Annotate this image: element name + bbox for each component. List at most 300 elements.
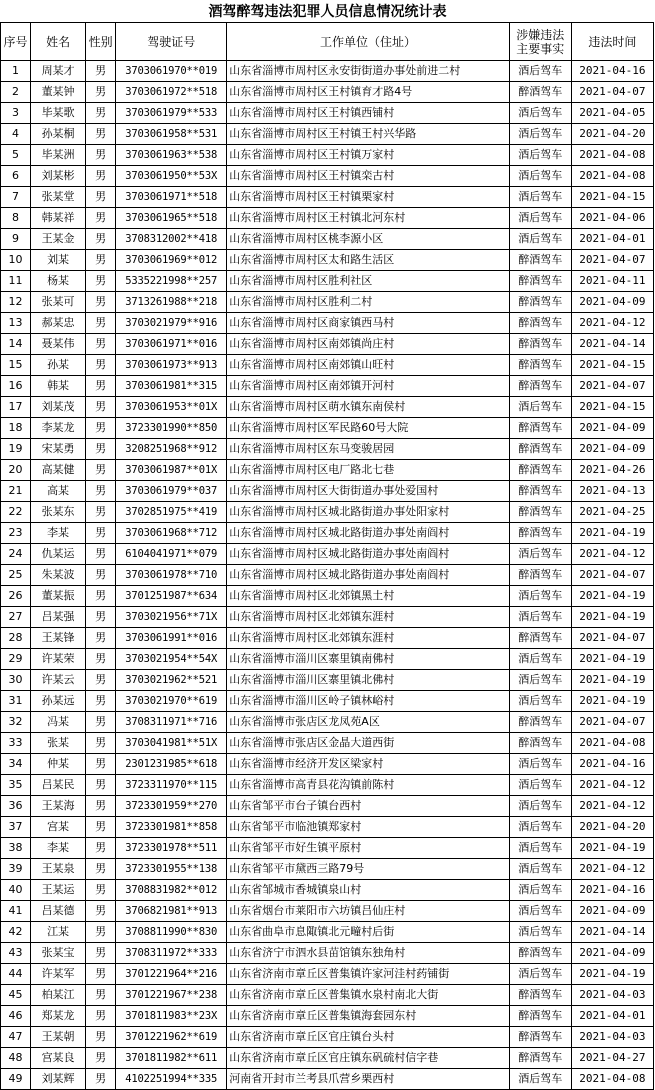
cell-fact: 醉酒驾车: [509, 733, 571, 754]
cell-fact: 醉酒驾车: [509, 481, 571, 502]
cell-no: 24: [1, 544, 31, 565]
cell-license: 3708311972**333: [116, 943, 227, 964]
cell-sex: 男: [86, 565, 116, 586]
cell-unit: 山东省邹平市临池镇郑家村: [227, 817, 509, 838]
cell-unit: 山东省淄博市淄川区岭子镇林峪村: [227, 691, 509, 712]
header-fact: [509, 23, 571, 61]
cell-fact: 醉酒驾车: [509, 502, 571, 523]
cell-sex: 男: [86, 418, 116, 439]
cell-unit: 山东省淄博市周村区电厂路北七巷: [227, 460, 509, 481]
cell-name: 聂某伟: [31, 334, 86, 355]
header-name: 姓名: [31, 23, 86, 61]
cell-name: 张某宝: [31, 943, 86, 964]
cell-unit: 山东省淄博市周村区胜利社区: [227, 271, 509, 292]
cell-no: 20: [1, 460, 31, 481]
table-row: [1, 397, 654, 418]
table-row: [1, 796, 654, 817]
table-row: [1, 754, 654, 775]
cell-name: 刘某: [31, 250, 86, 271]
cell-name: 张某可: [31, 292, 86, 313]
cell-sex: 男: [86, 985, 116, 1006]
cell-unit: 山东省淄博市周村区城北路街道办事处南阎村: [227, 565, 509, 586]
cell-date: 2021-04-15: [571, 355, 653, 376]
cell-date: 2021-04-12: [571, 859, 653, 880]
header-sex: 性别: [86, 23, 116, 61]
cell-date: 2021-04-16: [571, 754, 653, 775]
cell-sex: 男: [86, 334, 116, 355]
cell-no: 3: [1, 103, 31, 124]
table-row: [1, 586, 654, 607]
cell-license: 3703021954**54X: [116, 649, 227, 670]
cell-no: 9: [1, 229, 31, 250]
cell-fact: 酒后驾车: [509, 775, 571, 796]
table-row: [1, 859, 654, 880]
cell-unit: 山东省邹平市黛西三路79号: [227, 859, 509, 880]
cell-no: 12: [1, 292, 31, 313]
cell-license: 3703061978**710: [116, 565, 227, 586]
cell-license: 3703041981**51X: [116, 733, 227, 754]
cell-sex: 男: [86, 313, 116, 334]
cell-name: 许某荣: [31, 649, 86, 670]
cell-name: 李某龙: [31, 418, 86, 439]
cell-name: 刘某彬: [31, 166, 86, 187]
cell-fact: 酒后驾车: [509, 103, 571, 124]
cell-no: 45: [1, 985, 31, 1006]
cell-no: 19: [1, 439, 31, 460]
cell-fact: 酒后驾车: [509, 964, 571, 985]
cell-name: 冯某: [31, 712, 86, 733]
cell-sex: 男: [86, 397, 116, 418]
cell-sex: 男: [86, 376, 116, 397]
cell-unit: 山东省淄博市周村区城北路街道办事处南阎村: [227, 544, 509, 565]
cell-name: 韩某祥: [31, 208, 86, 229]
cell-unit: 山东省淄博市周村区王村镇王村兴华路: [227, 124, 509, 145]
cell-fact: 醉酒驾车: [509, 271, 571, 292]
cell-no: 29: [1, 649, 31, 670]
cell-no: 36: [1, 796, 31, 817]
cell-license: 2301231985**618: [116, 754, 227, 775]
cell-name: 宫某良: [31, 1048, 86, 1069]
table-row: [1, 964, 654, 985]
cell-no: 42: [1, 922, 31, 943]
cell-unit: 山东省济南市章丘区普集镇许家河洼村药铺街: [227, 964, 509, 985]
cell-license: 3703061969**012: [116, 250, 227, 271]
table-row: [1, 355, 654, 376]
cell-name: 王某海: [31, 796, 86, 817]
cell-fact: 酒后驾车: [509, 754, 571, 775]
cell-fact: 醉酒驾车: [509, 292, 571, 313]
cell-license: 3723301959**270: [116, 796, 227, 817]
table-row: [1, 103, 654, 124]
cell-license: 3701811983**23X: [116, 1006, 227, 1027]
cell-license: 3701221964**216: [116, 964, 227, 985]
cell-name: 仲某: [31, 754, 86, 775]
table-row: [1, 607, 654, 628]
header-no: 序号: [1, 23, 31, 61]
cell-no: 2: [1, 82, 31, 103]
cell-name: 柏某江: [31, 985, 86, 1006]
cell-sex: 男: [86, 544, 116, 565]
cell-date: 2021-04-19: [571, 964, 653, 985]
cell-fact: 酒后驾车: [509, 187, 571, 208]
cell-name: 韩某: [31, 376, 86, 397]
cell-fact: 醉酒驾车: [509, 1006, 571, 1027]
cell-date: 2021-04-07: [571, 712, 653, 733]
cell-fact: 酒后驾车: [509, 124, 571, 145]
cell-no: 17: [1, 397, 31, 418]
cell-date: 2021-04-01: [571, 1006, 653, 1027]
cell-sex: 男: [86, 1069, 116, 1090]
cell-date: 2021-04-07: [571, 82, 653, 103]
cell-license: 3703061971**518: [116, 187, 227, 208]
cell-license: 3703061979**037: [116, 481, 227, 502]
cell-name: 张某东: [31, 502, 86, 523]
cell-unit: 河南省开封市兰考县爪营乡栗西村: [227, 1069, 509, 1090]
cell-date: 2021-04-08: [571, 166, 653, 187]
cell-sex: 男: [86, 271, 116, 292]
cell-unit: 山东省淄博市周村区东马变骏居园: [227, 439, 509, 460]
cell-sex: 男: [86, 607, 116, 628]
table-row: [1, 502, 654, 523]
table-row: [1, 691, 654, 712]
cell-unit: 山东省淄博市张店区龙凤苑A区: [227, 712, 509, 733]
cell-no: 23: [1, 523, 31, 544]
cell-sex: 男: [86, 124, 116, 145]
cell-unit: 山东省淄博市周村区军民路60号大院: [227, 418, 509, 439]
table-row: [1, 733, 654, 754]
cell-license: 3703061950**53X: [116, 166, 227, 187]
cell-sex: 男: [86, 166, 116, 187]
cell-unit: 山东省淄博市周村区桃李源小区: [227, 229, 509, 250]
cell-unit: 山东省淄博市周村区王村镇育才路4号: [227, 82, 509, 103]
cell-name: 孙某: [31, 355, 86, 376]
cell-no: 43: [1, 943, 31, 964]
cell-no: 22: [1, 502, 31, 523]
cell-no: 7: [1, 187, 31, 208]
cell-unit: 山东省济南市章丘区普集镇水泉村南北大街: [227, 985, 509, 1006]
cell-unit: 山东省淄博市周村区萌水镇东南侯村: [227, 397, 509, 418]
cell-date: 2021-04-03: [571, 985, 653, 1006]
cell-fact: 酒后驾车: [509, 397, 571, 418]
cell-fact: 醉酒驾车: [509, 250, 571, 271]
table-row: [1, 922, 654, 943]
cell-name: 吕某民: [31, 775, 86, 796]
cell-name: 孙某远: [31, 691, 86, 712]
table-row: [1, 565, 654, 586]
cell-unit: 山东省淄博市淄川区寨里镇北佛村: [227, 670, 509, 691]
cell-no: 25: [1, 565, 31, 586]
cell-no: 11: [1, 271, 31, 292]
cell-license: 3723301990**850: [116, 418, 227, 439]
cell-sex: 男: [86, 838, 116, 859]
cell-date: 2021-04-11: [571, 271, 653, 292]
cell-license: 3723301981**858: [116, 817, 227, 838]
cell-name: 王某金: [31, 229, 86, 250]
cell-fact: 酒后驾车: [509, 208, 571, 229]
table-row: [1, 712, 654, 733]
cell-date: 2021-04-12: [571, 775, 653, 796]
cell-fact: 醉酒驾车: [509, 460, 571, 481]
cell-sex: 男: [86, 61, 116, 82]
cell-sex: 男: [86, 880, 116, 901]
cell-no: 5: [1, 145, 31, 166]
cell-no: 34: [1, 754, 31, 775]
cell-date: 2021-04-27: [571, 1048, 653, 1069]
cell-sex: 男: [86, 670, 116, 691]
cell-sex: 男: [86, 187, 116, 208]
cell-name: 吕某强: [31, 607, 86, 628]
cell-date: 2021-04-12: [571, 313, 653, 334]
cell-unit: 山东省淄博市周村区北郊镇东涯村: [227, 628, 509, 649]
cell-license: 3708311971**716: [116, 712, 227, 733]
cell-date: 2021-04-19: [571, 649, 653, 670]
cell-no: 13: [1, 313, 31, 334]
cell-fact: 酒后驾车: [509, 61, 571, 82]
cell-fact: 酒后驾车: [509, 901, 571, 922]
cell-fact: 酒后驾车: [509, 649, 571, 670]
cell-license: 3703061953**01X: [116, 397, 227, 418]
cell-fact: 醉酒驾车: [509, 943, 571, 964]
cell-sex: 男: [86, 208, 116, 229]
cell-sex: 男: [86, 586, 116, 607]
cell-date: 2021-04-15: [571, 187, 653, 208]
cell-no: 6: [1, 166, 31, 187]
cell-name: 毕某歌: [31, 103, 86, 124]
cell-no: 8: [1, 208, 31, 229]
cell-date: 2021-04-19: [571, 670, 653, 691]
header-date: 违法时间: [571, 23, 653, 61]
cell-name: 郑某龙: [31, 1006, 86, 1027]
cell-license: 3703021970**619: [116, 691, 227, 712]
cell-name: 杨某: [31, 271, 86, 292]
cell-license: 3703061973**913: [116, 355, 227, 376]
cell-unit: 山东省淄博市周村区王村镇西铺村: [227, 103, 509, 124]
cell-date: 2021-04-09: [571, 292, 653, 313]
cell-license: 3706821981**913: [116, 901, 227, 922]
cell-date: 2021-04-05: [571, 103, 653, 124]
cell-date: 2021-04-19: [571, 838, 653, 859]
cell-unit: 山东省淄博市周村区王村镇北河东村: [227, 208, 509, 229]
cell-no: 15: [1, 355, 31, 376]
cell-license: 3703021962**521: [116, 670, 227, 691]
cell-no: 14: [1, 334, 31, 355]
cell-fact: 酒后驾车: [509, 145, 571, 166]
cell-date: 2021-04-19: [571, 523, 653, 544]
cell-date: 2021-04-07: [571, 376, 653, 397]
cell-license: 3208251968**912: [116, 439, 227, 460]
table-row: [1, 649, 654, 670]
header-unit: 工作单位（住址）: [227, 23, 509, 61]
cell-name: 李某: [31, 838, 86, 859]
cell-no: 33: [1, 733, 31, 754]
cell-date: 2021-04-20: [571, 817, 653, 838]
cell-fact: 酒后驾车: [509, 796, 571, 817]
cell-no: 28: [1, 628, 31, 649]
header-fact-line1: 涉嫌违法: [516, 27, 565, 42]
cell-no: 27: [1, 607, 31, 628]
cell-no: 46: [1, 1006, 31, 1027]
cell-sex: 男: [86, 229, 116, 250]
cell-fact: 酒后驾车: [509, 880, 571, 901]
table-row: [1, 1006, 654, 1027]
cell-fact: 酒后驾车: [509, 691, 571, 712]
cell-name: 吕某德: [31, 901, 86, 922]
cell-unit: 山东省淄博市淄川区寨里镇南佛村: [227, 649, 509, 670]
cell-name: 江某: [31, 922, 86, 943]
cell-sex: 男: [86, 691, 116, 712]
cell-unit: 山东省淄博市周村区胜利二村: [227, 292, 509, 313]
table-row: [1, 271, 654, 292]
cell-name: 李某: [31, 523, 86, 544]
cell-sex: 男: [86, 82, 116, 103]
cell-unit: 山东省淄博市周村区城北路街道办事处南阎村: [227, 523, 509, 544]
cell-fact: 醉酒驾车: [509, 565, 571, 586]
cell-unit: 山东省邹城市香城镇泉山村: [227, 880, 509, 901]
cell-no: 30: [1, 670, 31, 691]
sheet-title: 酒驾醉驾违法犯罪人员信息情况统计表: [208, 4, 447, 20]
cell-unit: 山东省淄博市周村区南郊镇山旺村: [227, 355, 509, 376]
cell-sex: 男: [86, 502, 116, 523]
cell-no: 49: [1, 1069, 31, 1090]
cell-date: 2021-04-03: [571, 1027, 653, 1048]
cell-sex: 男: [86, 1006, 116, 1027]
cell-unit: 山东省淄博市周村区大街街道办事处爱国村: [227, 481, 509, 502]
cell-date: 2021-04-07: [571, 250, 653, 271]
table-row: [1, 670, 654, 691]
cell-license: 3703021979**916: [116, 313, 227, 334]
cell-sex: 男: [86, 1027, 116, 1048]
cell-fact: 醉酒驾车: [509, 628, 571, 649]
cell-no: 4: [1, 124, 31, 145]
header-row: [1, 23, 654, 61]
cell-unit: 山东省淄博市张店区金晶大道西街: [227, 733, 509, 754]
cell-no: 1: [1, 61, 31, 82]
cell-date: 2021-04-09: [571, 943, 653, 964]
cell-sex: 男: [86, 775, 116, 796]
cell-fact: 酒后驾车: [509, 586, 571, 607]
cell-name: 毕某洲: [31, 145, 86, 166]
cell-license: 3703061972**518: [116, 82, 227, 103]
cell-unit: 山东省曲阜市息陬镇北元疃村后街: [227, 922, 509, 943]
cell-no: 18: [1, 418, 31, 439]
cell-date: 2021-04-07: [571, 565, 653, 586]
cell-no: 41: [1, 901, 31, 922]
cell-license: 3703061987**01X: [116, 460, 227, 481]
table-row: [1, 187, 654, 208]
table-row: [1, 817, 654, 838]
table-row: [1, 628, 654, 649]
cell-sex: 男: [86, 1048, 116, 1069]
cell-fact: 酒后驾车: [509, 544, 571, 565]
cell-name: 董某振: [31, 586, 86, 607]
cell-sex: 男: [86, 901, 116, 922]
cell-date: 2021-04-08: [571, 145, 653, 166]
cell-date: 2021-04-09: [571, 418, 653, 439]
cell-fact: 酒后驾车: [509, 166, 571, 187]
cell-date: 2021-04-19: [571, 586, 653, 607]
table-row: [1, 1027, 654, 1048]
cell-unit: 山东省淄博市周村区太和路生活区: [227, 250, 509, 271]
cell-license: 3703061968**712: [116, 523, 227, 544]
table-row: [1, 481, 654, 502]
cell-license: 3703061965**518: [116, 208, 227, 229]
cell-fact: 醉酒驾车: [509, 82, 571, 103]
cell-license: 3723311970**115: [116, 775, 227, 796]
table-row: [1, 166, 654, 187]
cell-fact: 醉酒驾车: [509, 712, 571, 733]
cell-no: 10: [1, 250, 31, 271]
cell-license: 3713261988**218: [116, 292, 227, 313]
table-row: [1, 985, 654, 1006]
cell-license: 6104041971**079: [116, 544, 227, 565]
cell-name: 刘某茂: [31, 397, 86, 418]
cell-no: 16: [1, 376, 31, 397]
table-row: [1, 880, 654, 901]
table-row: [1, 313, 654, 334]
cell-fact: 酒后驾车: [509, 817, 571, 838]
cell-license: 3708312002**418: [116, 229, 227, 250]
cell-name: 张某: [31, 733, 86, 754]
cell-fact: 醉酒驾车: [509, 985, 571, 1006]
cell-unit: 山东省淄博市周村区南郊镇尚庄村: [227, 334, 509, 355]
cell-no: 44: [1, 964, 31, 985]
cell-date: 2021-04-25: [571, 502, 653, 523]
cell-name: 仇某运: [31, 544, 86, 565]
cell-unit: 山东省淄博市周村区永安街街道办事处前进二村: [227, 61, 509, 82]
cell-name: 王某运: [31, 880, 86, 901]
table-row: [1, 61, 654, 82]
cell-fact: 酒后驾车: [509, 922, 571, 943]
table-row: [1, 943, 654, 964]
table-row: [1, 1048, 654, 1069]
cell-name: 宫某: [31, 817, 86, 838]
cell-unit: 山东省济南市章丘区官庄镇台头村: [227, 1027, 509, 1048]
cell-unit: 山东省淄博市高青县花沟镇前陈村: [227, 775, 509, 796]
cell-date: 2021-04-14: [571, 334, 653, 355]
cell-license: 3703061970**019: [116, 61, 227, 82]
cell-date: 2021-04-12: [571, 796, 653, 817]
cell-license: 3703061991**016: [116, 628, 227, 649]
table-row: [1, 208, 654, 229]
cell-name: 高某健: [31, 460, 86, 481]
cell-name: 孙某桐: [31, 124, 86, 145]
cell-fact: 醉酒驾车: [509, 1027, 571, 1048]
header-fact-line2: 主要事实: [516, 41, 565, 56]
cell-sex: 男: [86, 103, 116, 124]
cell-license: 3701251987**634: [116, 586, 227, 607]
table-row: [1, 418, 654, 439]
cell-no: 32: [1, 712, 31, 733]
table-row: [1, 838, 654, 859]
cell-date: 2021-04-06: [571, 208, 653, 229]
table-body: [1, 61, 654, 1090]
cell-fact: 酒后驾车: [509, 607, 571, 628]
cell-date: 2021-04-19: [571, 691, 653, 712]
cell-sex: 男: [86, 712, 116, 733]
cell-date: 2021-04-20: [571, 124, 653, 145]
cell-unit: 山东省淄博市周村区王村镇栾古村: [227, 166, 509, 187]
cell-unit: 山东省济南市章丘区官庄镇东矾硫村信字巷: [227, 1048, 509, 1069]
cell-license: 3703061963**538: [116, 145, 227, 166]
cell-name: 王某锋: [31, 628, 86, 649]
cell-unit: 山东省淄博市周村区商家镇西马村: [227, 313, 509, 334]
cell-sex: 男: [86, 439, 116, 460]
cell-no: 39: [1, 859, 31, 880]
cell-date: 2021-04-08: [571, 733, 653, 754]
cell-sex: 男: [86, 943, 116, 964]
cell-unit: 山东省烟台市莱阳市六坊镇吕仙庄村: [227, 901, 509, 922]
cell-date: 2021-04-19: [571, 607, 653, 628]
